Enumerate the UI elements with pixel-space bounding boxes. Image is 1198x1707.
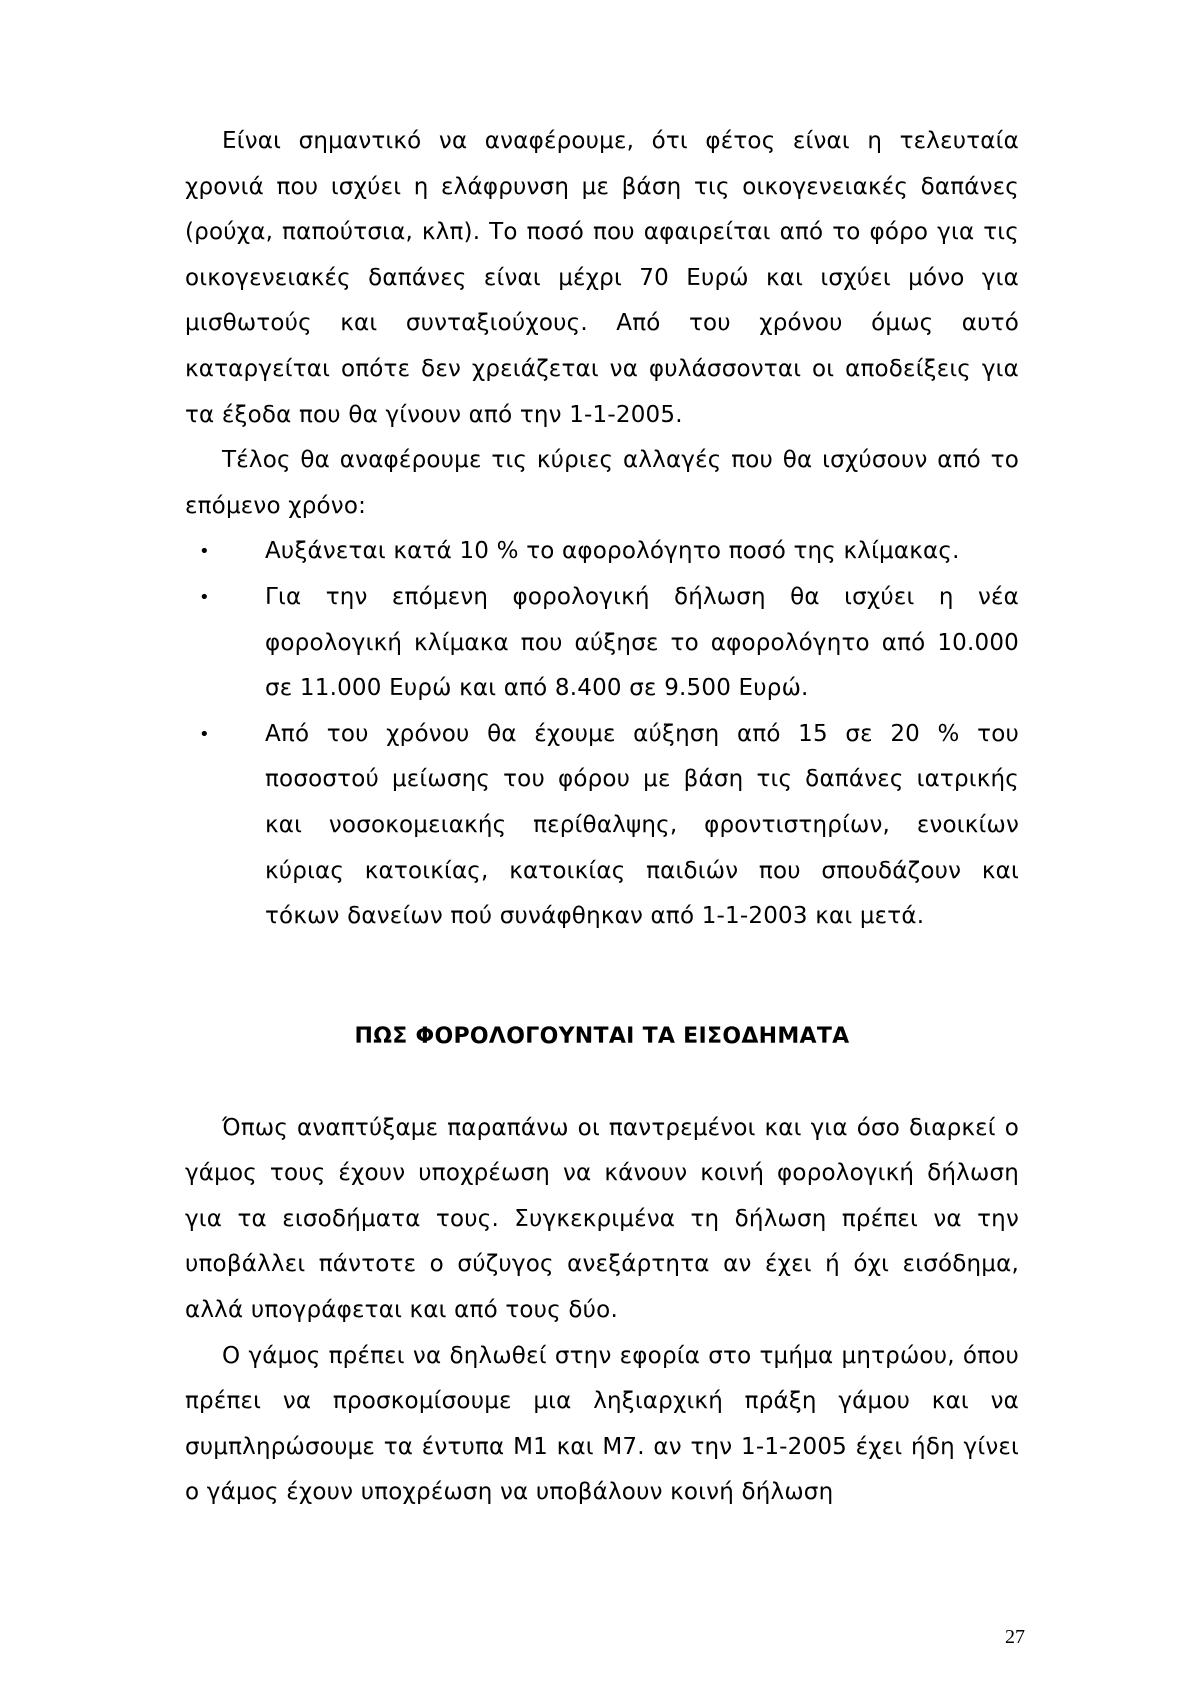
spacer	[185, 1052, 1019, 1106]
paragraph-main-changes: Τέλος θα αναφέρουμε τις κύριες αλλαγές που θα ισχύσουν από το επόμενο χρόνο:	[185, 447, 1019, 519]
spacer	[185, 940, 1019, 1022]
paragraph-marriage-registration: Ο γάμος πρέπει να δηλωθεί στην εφορία στο τμήμα μητρώου, όπου πρέπει να προσκομίσουμε μια ληξιαρχική πράξη γάμου και να συμπληρώσουμε τα έντυπα Μ1 και Μ7. αν την 1-1-2005 έχει ήδη γίνει ο γάμος έχουν υποχρέωση να υποβάλουν κοινή δήλωση	[185, 1342, 1019, 1506]
section-heading: ΠΩΣ ΦΟΡΟΛΟΓΟΥΝΤΑΙ ΤΑ ΕΙΣΟΔΗΜΑΤΑ	[354, 1023, 850, 1049]
bullet-icon: •	[199, 723, 210, 745]
list-item-text: Για την επόμενη φορολογική δήλωση θα ισχύει η νέα φορολογική κλίμακα που αύξησε το αφορολόγητο από 10.000 σε 11.000 Ευρώ και από 8.400 σε 9.500 Ευρώ.	[265, 583, 1019, 702]
list-item	[185, 529, 1019, 575]
list-item-text: Από του χρόνου θα έχουμε αύξηση από 15 σε 20 % του ποσοστού μείωσης του φόρου με βάση τις δαπάνες ιατρικής και νοσοκομειακής περίθαλψης, φροντιστηρίων, ενοικίων κύριας κατοικίας, κατοικίας παιδιών που σπουδάζουν και τόκων δανείων πού συνάφθηκαν από 1-1-2003 και μετά.	[265, 720, 1019, 930]
bullet-icon: •	[199, 586, 210, 608]
page-content	[185, 119, 1019, 1516]
bullet-icon: •	[199, 541, 210, 563]
page-number: 27	[1005, 1626, 1025, 1648]
list-item	[185, 712, 1019, 940]
list-item	[185, 575, 1019, 712]
changes-list	[185, 529, 1019, 939]
paragraph-family-expenses: Είναι σημαντικό να αναφέρουμε, ότι φέτος είναι η τελευταία χρονιά που ισχύει η ελάφρυνση με βάση τις οικογενειακές δαπάνες (ρούχα, παπούτσια, κλπ). Το ποσό που αφαιρείται από το φόρο για τις οικογενειακές δαπάνες είναι μέχρι 70 Ευρώ και ισχύει μόνο για μισθωτούς και συνταξιούχους. Από του χρόνου όμως αυτό καταργείται οπότε δεν χρειάζεται να φυλάσσονται οι αποδείξεις για τα έξοδα που θα γίνουν από την 1-1-2005.	[185, 128, 1019, 428]
paragraph-joint-declaration: Όπως αναπτύξαμε παραπάνω οι παντρεμένοι και για όσο διαρκεί ο γάμος τους έχουν υποχρέωση να κάνουν κοινή φορολογική δήλωση για τα εισοδήματα τους. Συγκεκριμένα τη δήλωση πρέπει να την υποβάλλει πάντοτε ο σύζυγος ανεξάρτητα αν έχει ή όχι εισόδημα, αλλά υπογράφεται και από τους δύο.	[185, 1114, 1019, 1324]
list-item-text: Αυξάνεται κατά 10 % το αφορολόγητο ποσό της κλίμακας.	[265, 538, 960, 565]
